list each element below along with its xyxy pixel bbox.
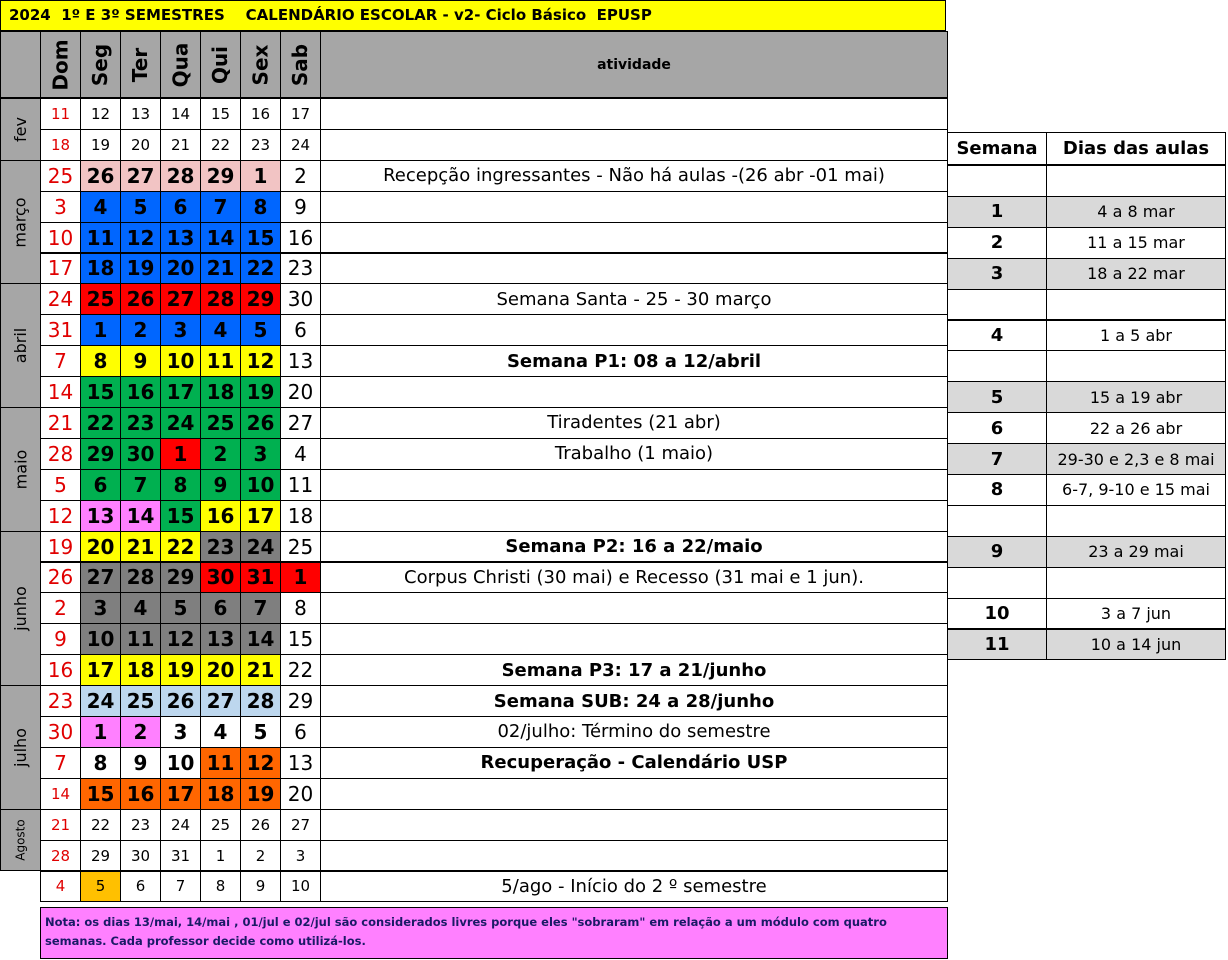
- day-cell: 21: [40, 809, 81, 841]
- day-cell: 26: [240, 809, 281, 841]
- day-cell: 30: [120, 840, 161, 872]
- day-header-seg: [80, 31, 121, 98]
- day-cell: 12: [120, 222, 161, 254]
- week-header-dias: Dias das aulas: [1046, 132, 1226, 165]
- day-header-label: Sab: [288, 43, 313, 86]
- day-cell: 21: [200, 253, 241, 285]
- day-cell: 24: [160, 809, 201, 841]
- day-cell: 19: [80, 129, 121, 161]
- day-cell: 23: [240, 129, 281, 161]
- day-cell: 17: [240, 500, 281, 532]
- day-cell: 13: [120, 98, 161, 130]
- activity-cell: Trabalho (1 maio): [320, 438, 948, 470]
- day-cell: 27: [280, 407, 321, 439]
- day-cell: 1: [280, 562, 321, 594]
- activity-cell: [320, 623, 948, 655]
- day-cell: 5: [40, 469, 81, 501]
- activity-cell: [320, 253, 948, 285]
- day-cell: 7: [40, 345, 81, 377]
- day-cell: 25: [40, 160, 81, 192]
- day-cell: 22: [200, 129, 241, 161]
- day-cell: 2: [40, 592, 81, 624]
- day-cell: 6: [120, 871, 161, 903]
- day-cell: 16: [120, 376, 161, 408]
- day-cell: 17: [280, 98, 321, 130]
- day-cell: 4: [80, 191, 121, 223]
- day-cell: 20: [280, 778, 321, 810]
- day-cell: 19: [160, 654, 201, 686]
- week-number-cell: 3: [947, 258, 1047, 290]
- day-cell: 28: [240, 685, 281, 717]
- day-cell: 26: [120, 283, 161, 315]
- day-cell: 13: [280, 345, 321, 377]
- day-cell: 20: [200, 654, 241, 686]
- month-label-text: abril: [11, 327, 30, 364]
- day-cell: 25: [120, 685, 161, 717]
- day-cell: 3: [160, 716, 201, 748]
- month-label-text: junho: [11, 586, 30, 631]
- day-cell: 24: [40, 283, 81, 315]
- week-number-cell: 5: [947, 381, 1047, 413]
- day-cell: 7: [240, 592, 281, 624]
- day-cell: 25: [200, 809, 241, 841]
- day-cell: 25: [200, 407, 241, 439]
- day-cell: 14: [40, 778, 81, 810]
- month-label-4: [0, 531, 41, 687]
- activity-cell: [320, 809, 948, 841]
- day-cell: 19: [120, 253, 161, 285]
- day-cell: 3: [40, 191, 81, 223]
- activity-cell: [320, 98, 948, 130]
- day-cell: 24: [240, 531, 281, 563]
- day-cell: 6: [280, 716, 321, 748]
- week-days-cell: [1046, 350, 1226, 382]
- week-days-cell: 15 a 19 abr: [1046, 381, 1226, 413]
- activity-cell: 02/julho: Término do semestre: [320, 716, 948, 748]
- day-cell: 23: [40, 685, 81, 717]
- day-cell: 12: [240, 747, 281, 779]
- day-header-sex: [240, 31, 281, 98]
- week-number-cell: 6: [947, 412, 1047, 444]
- activity-cell: Semana Santa - 25 - 30 março: [320, 283, 948, 315]
- activity-cell: [320, 314, 948, 346]
- day-cell: 1: [240, 160, 281, 192]
- week-number-cell: [947, 165, 1047, 197]
- day-cell: 21: [40, 407, 81, 439]
- day-cell: 23: [200, 531, 241, 563]
- day-cell: 20: [80, 531, 121, 563]
- week-number-cell: [947, 289, 1047, 321]
- day-cell: 16: [280, 222, 321, 254]
- day-cell: 13: [280, 747, 321, 779]
- day-cell: 2: [280, 160, 321, 192]
- week-days-cell: 1 a 5 abr: [1046, 320, 1226, 352]
- week-days-cell: 6-7, 9-10 e 15 mai: [1046, 474, 1226, 506]
- day-cell: 15: [200, 98, 241, 130]
- day-cell: 21: [120, 531, 161, 563]
- week-days-cell: [1046, 567, 1226, 599]
- day-cell: 30: [120, 438, 161, 470]
- day-cell: 29: [200, 160, 241, 192]
- day-cell: 14: [200, 222, 241, 254]
- day-cell: 27: [120, 160, 161, 192]
- month-label-2: [0, 283, 41, 408]
- day-cell: 12: [160, 623, 201, 655]
- activity-cell: [320, 500, 948, 532]
- month-label-text: maio: [11, 449, 30, 490]
- day-cell: 6: [280, 314, 321, 346]
- day-cell: 2: [120, 716, 161, 748]
- header-corner: [0, 31, 41, 98]
- day-cell: 4: [200, 314, 241, 346]
- day-cell: 22: [280, 654, 321, 686]
- day-cell: 10: [280, 871, 321, 903]
- week-days-cell: 4 a 8 mar: [1046, 196, 1226, 228]
- day-cell: 14: [160, 98, 201, 130]
- day-header-qui: [200, 31, 241, 98]
- day-cell: 5: [160, 592, 201, 624]
- day-cell: 19: [40, 531, 81, 563]
- day-cell: 5: [240, 716, 281, 748]
- day-cell: 24: [280, 129, 321, 161]
- day-cell: 10: [40, 222, 81, 254]
- day-cell: 6: [160, 191, 201, 223]
- month-label-text: março: [11, 196, 31, 248]
- day-cell: 8: [80, 747, 121, 779]
- day-cell: 27: [80, 562, 121, 594]
- day-cell: 19: [240, 778, 281, 810]
- month-label-5: [0, 685, 41, 810]
- day-cell: 5: [120, 191, 161, 223]
- day-cell: 9: [120, 345, 161, 377]
- day-cell: 19: [240, 376, 281, 408]
- day-cell: 3: [240, 438, 281, 470]
- day-cell: 28: [200, 283, 241, 315]
- day-cell: 7: [200, 191, 241, 223]
- day-cell: 14: [240, 623, 281, 655]
- day-cell: 8: [240, 191, 281, 223]
- day-cell: 15: [240, 222, 281, 254]
- day-cell: 22: [80, 809, 121, 841]
- day-cell: 22: [240, 253, 281, 285]
- day-cell: 3: [280, 840, 321, 872]
- day-cell: 7: [160, 871, 201, 903]
- day-cell: 8: [160, 469, 201, 501]
- week-days-cell: 22 a 26 abr: [1046, 412, 1226, 444]
- day-cell: 9: [240, 871, 281, 903]
- day-cell: 12: [80, 98, 121, 130]
- day-cell: 22: [160, 531, 201, 563]
- day-cell: 9: [40, 623, 81, 655]
- week-header-semana: Semana: [947, 132, 1047, 165]
- day-cell: 12: [40, 500, 81, 532]
- day-cell: 23: [120, 809, 161, 841]
- day-cell: 26: [160, 685, 201, 717]
- day-cell: 24: [160, 407, 201, 439]
- day-cell: 29: [80, 840, 121, 872]
- day-cell: 30: [280, 283, 321, 315]
- week-days-cell: [1046, 505, 1226, 537]
- day-cell: 15: [280, 623, 321, 655]
- day-cell: 2: [240, 840, 281, 872]
- day-cell: 14: [40, 376, 81, 408]
- week-days-cell: 11 a 15 mar: [1046, 227, 1226, 259]
- day-cell: 8: [200, 871, 241, 903]
- day-cell: 24: [80, 685, 121, 717]
- week-number-cell: 9: [947, 536, 1047, 568]
- day-cell: 30: [200, 562, 241, 594]
- activity-cell: [320, 129, 948, 161]
- day-header-qua: [160, 31, 201, 98]
- day-cell: 26: [80, 160, 121, 192]
- day-cell: 11: [280, 469, 321, 501]
- day-cell: 18: [280, 500, 321, 532]
- month-label-6: [0, 809, 41, 872]
- week-number-cell: 1: [947, 196, 1047, 228]
- day-cell: 2: [200, 438, 241, 470]
- week-number-cell: 7: [947, 443, 1047, 475]
- activity-cell: Semana P1: 08 a 12/abril: [320, 345, 948, 377]
- day-cell: 27: [280, 809, 321, 841]
- day-cell: 15: [160, 500, 201, 532]
- week-number-cell: 4: [947, 320, 1047, 352]
- day-cell: 11: [200, 345, 241, 377]
- day-cell: 27: [200, 685, 241, 717]
- day-cell: 13: [80, 500, 121, 532]
- day-cell: 6: [200, 592, 241, 624]
- footnote: Nota: os dias 13/mai, 14/mai , 01/jul e 02/jul são considerados livres porque eles "sobraram" em relação a um módulo com quatro semanas. Cada professor decide como utilizá-los.: [40, 907, 948, 959]
- day-cell: 30: [40, 716, 81, 748]
- day-cell: 8: [280, 592, 321, 624]
- activity-cell: [320, 778, 948, 810]
- day-cell: 1: [160, 438, 201, 470]
- day-cell: 3: [160, 314, 201, 346]
- week-days-cell: 10 a 14 jun: [1046, 629, 1226, 661]
- week-number-cell: 10: [947, 598, 1047, 630]
- activity-cell: Semana P2: 16 a 22/maio: [320, 531, 948, 563]
- activity-cell: [320, 592, 948, 624]
- day-cell: 3: [80, 592, 121, 624]
- day-cell: 1: [80, 716, 121, 748]
- month-label-0: [0, 98, 41, 161]
- activity-cell: Recepção ingressantes - Não há aulas -(26 abr -01 mai): [320, 160, 948, 192]
- day-cell: 8: [80, 345, 121, 377]
- day-cell: 23: [280, 253, 321, 285]
- week-days-cell: [1046, 165, 1226, 197]
- day-cell: 2: [120, 314, 161, 346]
- month-label-text: julho: [11, 727, 30, 767]
- day-cell: 11: [120, 623, 161, 655]
- week-number-cell: [947, 505, 1047, 537]
- day-cell: 20: [280, 376, 321, 408]
- day-header-sab: [280, 31, 321, 98]
- week-number-cell: 2: [947, 227, 1047, 259]
- day-cell: 12: [240, 345, 281, 377]
- day-cell: 17: [160, 778, 201, 810]
- day-cell: 15: [80, 778, 121, 810]
- day-cell: 4: [120, 592, 161, 624]
- day-cell: 29: [280, 685, 321, 717]
- day-cell: 28: [40, 840, 81, 872]
- activity-cell: [320, 840, 948, 872]
- day-header-dom: [40, 31, 81, 98]
- week-number-cell: 8: [947, 474, 1047, 506]
- activity-cell: Corpus Christi (30 mai) e Recesso (31 mai e 1 jun).: [320, 562, 948, 594]
- day-cell: 10: [160, 747, 201, 779]
- day-cell: 9: [200, 469, 241, 501]
- day-cell: 6: [80, 469, 121, 501]
- day-cell: 1: [200, 840, 241, 872]
- day-header-label: Dom: [48, 38, 73, 91]
- day-cell: 21: [160, 129, 201, 161]
- day-header-label: Seg: [88, 43, 113, 86]
- day-cell: 5: [240, 314, 281, 346]
- day-cell: 27: [160, 283, 201, 315]
- day-cell: 26: [40, 562, 81, 594]
- day-cell: 13: [160, 222, 201, 254]
- day-cell: 17: [40, 253, 81, 285]
- day-cell: 4: [200, 716, 241, 748]
- day-cell: 20: [120, 129, 161, 161]
- activity-header: atividade: [320, 31, 948, 98]
- activity-cell: Tiradentes (21 abr): [320, 407, 948, 439]
- activity-cell: [320, 469, 948, 501]
- day-cell: 9: [280, 191, 321, 223]
- day-cell: 25: [280, 531, 321, 563]
- day-cell: 10: [80, 623, 121, 655]
- day-cell: 16: [240, 98, 281, 130]
- page-title: 2024 1º E 3º SEMESTRES CALENDÁRIO ESCOLAR - v2- Ciclo Básico EPUSP: [0, 0, 946, 31]
- day-cell: 31: [160, 840, 201, 872]
- month-label-3: [0, 407, 41, 532]
- day-cell: 1: [80, 314, 121, 346]
- day-cell: 23: [120, 407, 161, 439]
- day-cell: 18: [200, 376, 241, 408]
- day-cell: 31: [40, 314, 81, 346]
- day-cell: 18: [40, 129, 81, 161]
- day-cell: 29: [80, 438, 121, 470]
- activity-cell: 5/ago - Início do 2 º semestre: [320, 871, 948, 903]
- day-cell: 11: [80, 222, 121, 254]
- day-cell: 15: [80, 376, 121, 408]
- day-cell: 18: [80, 253, 121, 285]
- week-days-cell: 18 a 22 mar: [1046, 258, 1226, 290]
- day-cell: 22: [80, 407, 121, 439]
- day-header-ter: [120, 31, 161, 98]
- day-cell: 20: [160, 253, 201, 285]
- day-cell: 11: [200, 747, 241, 779]
- day-header-label: Sex: [248, 44, 273, 85]
- day-cell: 29: [160, 562, 201, 594]
- day-cell: 21: [240, 654, 281, 686]
- day-cell: 25: [80, 283, 121, 315]
- week-days-cell: 3 a 7 jun: [1046, 598, 1226, 630]
- day-cell: 18: [120, 654, 161, 686]
- day-header-label: Qua: [168, 42, 193, 87]
- day-cell: 16: [200, 500, 241, 532]
- day-cell: 4: [40, 871, 81, 903]
- day-cell: 28: [40, 438, 81, 470]
- week-number-cell: [947, 350, 1047, 382]
- day-cell: 28: [120, 562, 161, 594]
- week-number-cell: [947, 567, 1047, 599]
- day-cell: 10: [160, 345, 201, 377]
- day-cell: 4: [280, 438, 321, 470]
- day-cell: 11: [40, 98, 81, 130]
- week-days-cell: 23 a 29 mai: [1046, 536, 1226, 568]
- day-cell: 5: [80, 871, 121, 903]
- day-cell: 16: [120, 778, 161, 810]
- day-cell: 17: [160, 376, 201, 408]
- month-label-text: Agosto: [13, 819, 28, 861]
- day-cell: 13: [200, 623, 241, 655]
- month-label-1: [0, 160, 41, 285]
- activity-cell: Semana SUB: 24 a 28/junho: [320, 685, 948, 717]
- day-cell: 28: [160, 160, 201, 192]
- day-cell: 31: [240, 562, 281, 594]
- activity-cell: [320, 376, 948, 408]
- day-cell: 9: [120, 747, 161, 779]
- day-cell: 16: [40, 654, 81, 686]
- week-number-cell: 11: [947, 629, 1047, 661]
- day-cell: 10: [240, 469, 281, 501]
- day-cell: 7: [120, 469, 161, 501]
- activity-cell: [320, 191, 948, 223]
- day-cell: 26: [240, 407, 281, 439]
- month-label-text: fev: [10, 116, 30, 142]
- week-days-cell: 29-30 e 2,3 e 8 mai: [1046, 443, 1226, 475]
- day-cell: 7: [40, 747, 81, 779]
- activity-cell: Semana P3: 17 a 21/junho: [320, 654, 948, 686]
- day-header-label: Ter: [128, 47, 153, 82]
- activity-cell: [320, 222, 948, 254]
- activity-cell: Recuperação - Calendário USP: [320, 747, 948, 779]
- day-cell: 14: [120, 500, 161, 532]
- day-cell: 18: [200, 778, 241, 810]
- day-cell: 29: [240, 283, 281, 315]
- day-header-label: Qui: [208, 45, 233, 84]
- week-days-cell: [1046, 289, 1226, 321]
- day-cell: 17: [80, 654, 121, 686]
